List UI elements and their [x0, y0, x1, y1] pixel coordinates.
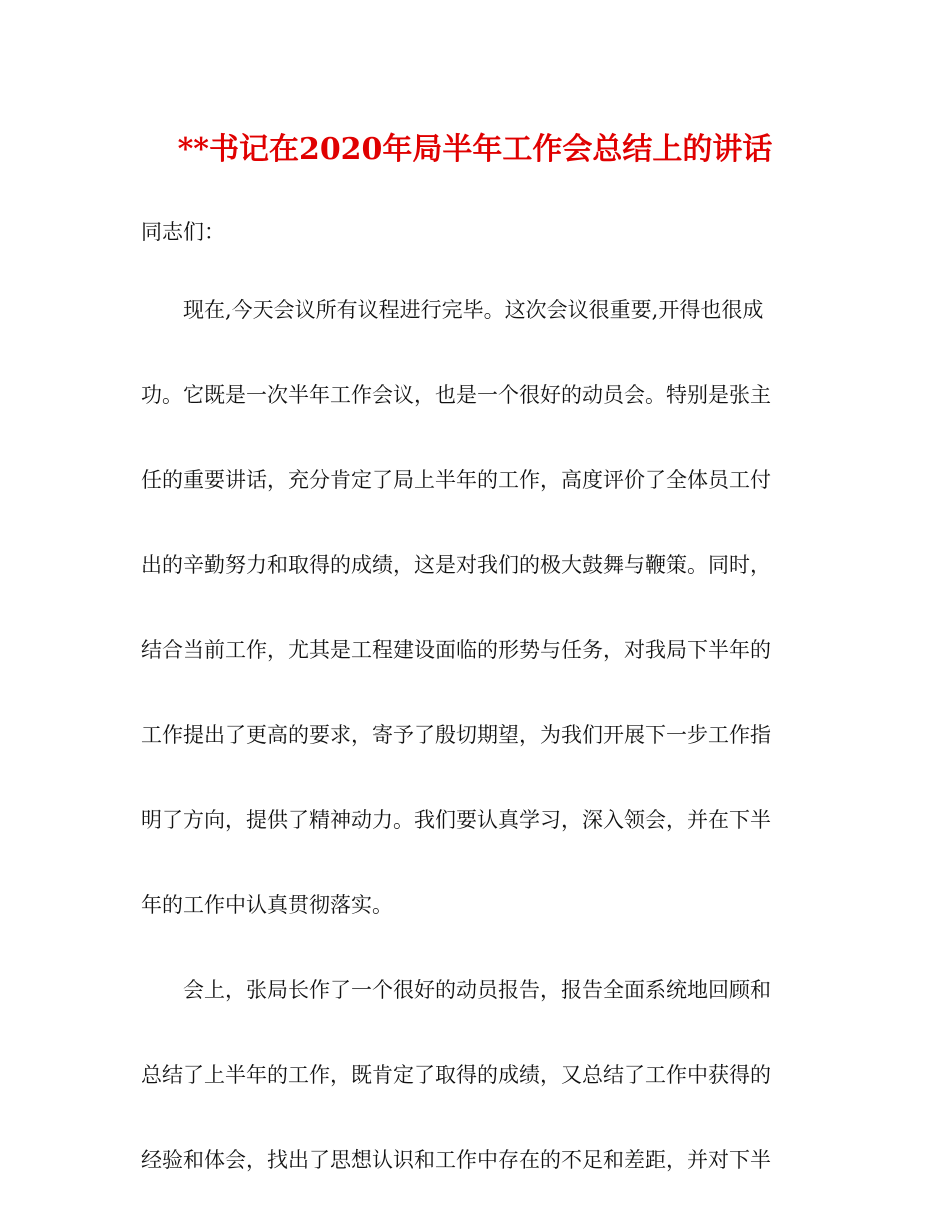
document-body: [141, 218, 801, 1231]
greeting-line: 同志们：: [141, 220, 225, 244]
paragraph-line: 出的辛勤努力和取得的成绩，这是对我们的极大鼓舞与鞭策。同时，: [141, 553, 771, 577]
paragraph-line: 功。它既是一次半年工作会议，也是一个很好的动员会。特别是张主: [141, 383, 771, 407]
paragraph-line: 任的重要讲话，充分肯定了局上半年的工作，高度评价了全体员工付: [141, 468, 771, 492]
paragraph-line: 明了方向，提供了精神动力。我们要认真学习，深入领会，并在下半: [141, 808, 771, 832]
document-title: **书记在2020年局半年工作会总结上的讲话: [177, 132, 773, 167]
paragraph-line: 工作提出了更高的要求，寄予了殷切期望，为我们开展下一步工作指: [141, 723, 771, 747]
paragraph-line: 现在,今天会议所有议程进行完毕。这次会议很重要,开得也很成: [183, 298, 764, 322]
paragraph-line: 总结了上半年的工作，既肯定了取得的成绩，又总结了工作中获得的: [141, 1063, 771, 1087]
paragraph-line: 结合当前工作，尤其是工程建设面临的形势与任务，对我局下半年的: [141, 638, 771, 662]
paragraph-line: 会上，张局长作了一个很好的动员报告，报告全面系统地回顾和: [183, 978, 771, 1002]
paragraph-line: 年的工作中认真贯彻落实。: [141, 893, 393, 917]
paragraph-line: 经验和体会，找出了思想认识和工作中存在的不足和差距，并对下半: [141, 1148, 771, 1172]
